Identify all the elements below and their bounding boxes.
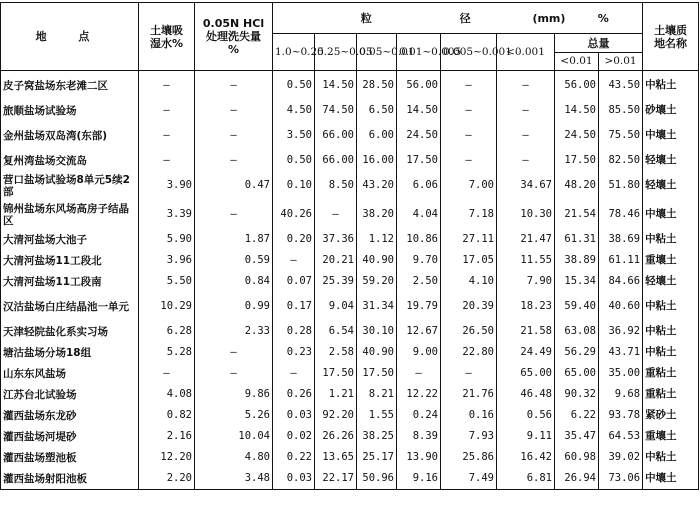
- cell-t1: 38.89: [555, 250, 599, 271]
- table-row: [1, 171, 699, 200]
- cell-moisture: 3.90: [139, 171, 195, 200]
- cell-c1: 0.26: [273, 384, 315, 405]
- cell-soil-type: 中粘土: [643, 447, 699, 468]
- cell-c2: 37.36: [315, 229, 357, 250]
- table-row: [1, 100, 699, 121]
- cell-t1: 56.29: [555, 342, 599, 363]
- cell-c3: 43.20: [357, 171, 397, 200]
- cell-t1: 60.98: [555, 447, 599, 468]
- cell-moisture: 4.08: [139, 384, 195, 405]
- cell-c1: 0.03: [273, 468, 315, 490]
- cell-soil-type: 重粘土: [643, 384, 699, 405]
- cell-c5: —: [441, 363, 497, 384]
- header-c5: 0.005~0.001: [441, 34, 497, 71]
- cell-c1: 4.50: [273, 100, 315, 121]
- cell-soil-type: 重粘土: [643, 363, 699, 384]
- cell-hcl: 0.84: [195, 271, 273, 292]
- cell-c6: —: [497, 150, 555, 171]
- cell-hcl: 0.59: [195, 250, 273, 271]
- cell-c5: —: [441, 71, 497, 101]
- cell-moisture: 5.50: [139, 271, 195, 292]
- cell-c5: 26.50: [441, 321, 497, 342]
- cell-c2: 1.21: [315, 384, 357, 405]
- cell-t2: 36.92: [599, 321, 643, 342]
- table-row: [1, 150, 699, 171]
- cell-site: 山东东风盐场: [1, 363, 139, 384]
- soil-table-document: [0, 2, 698, 490]
- cell-hcl: —: [195, 121, 273, 150]
- cell-c5: 21.76: [441, 384, 497, 405]
- cell-c3: 8.21: [357, 384, 397, 405]
- table-row: [1, 426, 699, 447]
- cell-c2: 2.58: [315, 342, 357, 363]
- cell-t1: 21.54: [555, 200, 599, 229]
- cell-c4: 9.16: [397, 468, 441, 490]
- cell-c2: 74.50: [315, 100, 357, 121]
- cell-site: 灌西盐场河堤砂: [1, 426, 139, 447]
- cell-moisture: 12.20: [139, 447, 195, 468]
- cell-c3: 38.25: [357, 426, 397, 447]
- cell-hcl: 10.04: [195, 426, 273, 447]
- cell-t1: 14.50: [555, 100, 599, 121]
- cell-c6: 7.90: [497, 271, 555, 292]
- header-t2: >0.01: [599, 53, 643, 71]
- cell-c5: 17.05: [441, 250, 497, 271]
- cell-moisture: 5.28: [139, 342, 195, 363]
- cell-c5: 7.00: [441, 171, 497, 200]
- cell-soil-type: 重壤土: [643, 250, 699, 271]
- table-row: [1, 200, 699, 229]
- cell-c4: 9.70: [397, 250, 441, 271]
- cell-c1: 0.20: [273, 229, 315, 250]
- header-t1: <0.01: [555, 53, 599, 71]
- cell-c6: 34.67: [497, 171, 555, 200]
- cell-c6: 65.00: [497, 363, 555, 384]
- table-row: [1, 271, 699, 292]
- cell-c3: 1.12: [357, 229, 397, 250]
- cell-soil-type: 中粘土: [643, 342, 699, 363]
- cell-c3: 40.90: [357, 250, 397, 271]
- cell-t2: 43.50: [599, 71, 643, 101]
- header-location: 地 点: [1, 3, 139, 71]
- cell-c2: 6.54: [315, 321, 357, 342]
- cell-t1: 26.94: [555, 468, 599, 490]
- table-row: [1, 292, 699, 321]
- cell-soil-type: 轻壤土: [643, 150, 699, 171]
- cell-c1: 0.02: [273, 426, 315, 447]
- cell-c6: 21.47: [497, 229, 555, 250]
- cell-t2: 9.68: [599, 384, 643, 405]
- header-c3: 0.05~0.01: [357, 34, 397, 71]
- cell-hcl: —: [195, 342, 273, 363]
- cell-c3: 50.96: [357, 468, 397, 490]
- table-row: [1, 384, 699, 405]
- cell-site: 锦州盐场东风场高房子结晶区: [1, 200, 139, 229]
- table-row: [1, 468, 699, 490]
- cell-c4: 4.04: [397, 200, 441, 229]
- cell-c3: 17.50: [357, 363, 397, 384]
- cell-c5: 7.18: [441, 200, 497, 229]
- cell-site: 营口盐场试验场8单元5续2部: [1, 171, 139, 200]
- cell-c3: 28.50: [357, 71, 397, 101]
- cell-soil-type: 中粘土: [643, 229, 699, 250]
- cell-soil-type: 中粘土: [643, 321, 699, 342]
- cell-t2: 51.80: [599, 171, 643, 200]
- cell-c6: —: [497, 100, 555, 121]
- table-row: [1, 405, 699, 426]
- cell-soil-type: 紧砂土: [643, 405, 699, 426]
- cell-c6: 6.81: [497, 468, 555, 490]
- cell-hcl: —: [195, 200, 273, 229]
- cell-c5: 0.16: [441, 405, 497, 426]
- cell-site: 大清河盐场大池子: [1, 229, 139, 250]
- cell-c4: 56.00: [397, 71, 441, 101]
- cell-c2: 92.20: [315, 405, 357, 426]
- table-body: [1, 71, 699, 490]
- cell-site: 塘沽盐场分场18组: [1, 342, 139, 363]
- cell-c6: —: [497, 71, 555, 101]
- cell-c5: —: [441, 100, 497, 121]
- cell-c4: 24.50: [397, 121, 441, 150]
- table-row: [1, 71, 699, 101]
- cell-hcl: 5.26: [195, 405, 273, 426]
- cell-c4: 2.50: [397, 271, 441, 292]
- cell-soil-type: 中壤土: [643, 200, 699, 229]
- cell-moisture: —: [139, 71, 195, 101]
- cell-t2: 61.11: [599, 250, 643, 271]
- cell-c1: 0.28: [273, 321, 315, 342]
- cell-moisture: 5.90: [139, 229, 195, 250]
- cell-c4: 8.39: [397, 426, 441, 447]
- header-c2: 0.25~0.05: [315, 34, 357, 71]
- cell-soil-type: 中粘土: [643, 71, 699, 101]
- cell-site: 复州湾盐场交流岛: [1, 150, 139, 171]
- cell-hcl: —: [195, 71, 273, 101]
- cell-c1: 40.26: [273, 200, 315, 229]
- table-header: [1, 3, 699, 71]
- cell-c2: 20.21: [315, 250, 357, 271]
- cell-t1: 6.22: [555, 405, 599, 426]
- cell-t2: 39.02: [599, 447, 643, 468]
- cell-t1: 24.50: [555, 121, 599, 150]
- cell-c5: 25.86: [441, 447, 497, 468]
- table-row: [1, 447, 699, 468]
- cell-t2: 73.06: [599, 468, 643, 490]
- header-soil-type: 土壤质 地名称: [643, 3, 699, 71]
- cell-t1: 63.08: [555, 321, 599, 342]
- cell-c4: 19.79: [397, 292, 441, 321]
- cell-t2: 82.50: [599, 150, 643, 171]
- cell-c3: 6.50: [357, 100, 397, 121]
- cell-site: 灌西盐场塑池板: [1, 447, 139, 468]
- cell-t1: 90.32: [555, 384, 599, 405]
- cell-c1: 0.23: [273, 342, 315, 363]
- header-c4: 0.01~0.005: [397, 34, 441, 71]
- cell-t2: 85.50: [599, 100, 643, 121]
- cell-site: 灌西盐场射阳池板: [1, 468, 139, 490]
- cell-moisture: 3.96: [139, 250, 195, 271]
- cell-t2: 84.66: [599, 271, 643, 292]
- cell-site: 大清河盐场11工段南: [1, 271, 139, 292]
- cell-soil-type: 中粘土: [643, 292, 699, 321]
- cell-soil-type: 重壤土: [643, 426, 699, 447]
- cell-t1: 61.31: [555, 229, 599, 250]
- header-moisture: 土壤吸 湿水%: [139, 3, 195, 71]
- cell-c2: 22.17: [315, 468, 357, 490]
- cell-c6: 10.30: [497, 200, 555, 229]
- cell-c1: —: [273, 363, 315, 384]
- cell-c6: 16.42: [497, 447, 555, 468]
- cell-c5: 22.80: [441, 342, 497, 363]
- table-row: [1, 321, 699, 342]
- header-total: 总量: [555, 34, 643, 53]
- cell-c5: 4.10: [441, 271, 497, 292]
- cell-c1: 0.50: [273, 150, 315, 171]
- cell-c6: 21.58: [497, 321, 555, 342]
- cell-c4: 10.86: [397, 229, 441, 250]
- cell-c2: 66.00: [315, 121, 357, 150]
- cell-hcl: —: [195, 100, 273, 121]
- cell-c4: —: [397, 363, 441, 384]
- cell-site: 灌西盐场东龙砂: [1, 405, 139, 426]
- cell-c2: 13.65: [315, 447, 357, 468]
- cell-moisture: 0.82: [139, 405, 195, 426]
- cell-c5: 7.49: [441, 468, 497, 490]
- cell-t2: 78.46: [599, 200, 643, 229]
- header-c6: <0.001: [497, 34, 555, 71]
- cell-site: 江苏台北试验场: [1, 384, 139, 405]
- cell-c4: 14.50: [397, 100, 441, 121]
- header-grain-size: 粒 径 (mm) %: [273, 3, 643, 34]
- cell-c6: 24.49: [497, 342, 555, 363]
- cell-site: 大清河盐场11工段北: [1, 250, 139, 271]
- cell-hcl: 3.48: [195, 468, 273, 490]
- cell-moisture: 3.39: [139, 200, 195, 229]
- cell-c1: 0.50: [273, 71, 315, 101]
- cell-site: 旅顺盐场试验场: [1, 100, 139, 121]
- cell-site: 金州盐场双岛湾(东部): [1, 121, 139, 150]
- cell-site: 天津轻院盐化系实习场: [1, 321, 139, 342]
- table-row: [1, 121, 699, 150]
- cell-c4: 0.24: [397, 405, 441, 426]
- cell-t2: 38.69: [599, 229, 643, 250]
- cell-c2: 17.50: [315, 363, 357, 384]
- cell-soil-type: 中壤土: [643, 121, 699, 150]
- cell-hcl: 4.80: [195, 447, 273, 468]
- cell-moisture: —: [139, 100, 195, 121]
- cell-t2: 75.50: [599, 121, 643, 150]
- cell-c1: 0.07: [273, 271, 315, 292]
- cell-c2: 25.39: [315, 271, 357, 292]
- cell-hcl: 0.99: [195, 292, 273, 321]
- cell-t2: 93.78: [599, 405, 643, 426]
- header-hcl-loss: 0.05N HCl 处理洗失量 %: [195, 3, 273, 71]
- cell-c3: 25.17: [357, 447, 397, 468]
- table-row: [1, 250, 699, 271]
- cell-c3: 30.10: [357, 321, 397, 342]
- table-row: [1, 229, 699, 250]
- cell-c1: —: [273, 250, 315, 271]
- cell-c2: 66.00: [315, 150, 357, 171]
- cell-hcl: 1.87: [195, 229, 273, 250]
- cell-t1: 59.40: [555, 292, 599, 321]
- cell-c5: 27.11: [441, 229, 497, 250]
- cell-moisture: 2.16: [139, 426, 195, 447]
- cell-c5: —: [441, 121, 497, 150]
- cell-moisture: —: [139, 121, 195, 150]
- cell-c3: 38.20: [357, 200, 397, 229]
- cell-c4: 6.06: [397, 171, 441, 200]
- cell-c6: 18.23: [497, 292, 555, 321]
- cell-c2: 26.26: [315, 426, 357, 447]
- cell-c1: 0.03: [273, 405, 315, 426]
- cell-c5: 7.93: [441, 426, 497, 447]
- cell-hcl: 9.86: [195, 384, 273, 405]
- cell-c4: 17.50: [397, 150, 441, 171]
- cell-c6: 9.11: [497, 426, 555, 447]
- cell-c3: 16.00: [357, 150, 397, 171]
- cell-c6: 0.56: [497, 405, 555, 426]
- cell-c4: 9.00: [397, 342, 441, 363]
- table-row: [1, 342, 699, 363]
- cell-moisture: —: [139, 150, 195, 171]
- cell-hcl: —: [195, 150, 273, 171]
- cell-soil-type: 砂壤土: [643, 100, 699, 121]
- cell-t1: 65.00: [555, 363, 599, 384]
- cell-c1: 0.10: [273, 171, 315, 200]
- cell-c5: 20.39: [441, 292, 497, 321]
- cell-c6: 46.48: [497, 384, 555, 405]
- cell-hcl: 0.47: [195, 171, 273, 200]
- cell-soil-type: 轻壤土: [643, 171, 699, 200]
- cell-moisture: —: [139, 363, 195, 384]
- cell-c2: —: [315, 200, 357, 229]
- cell-c3: 31.34: [357, 292, 397, 321]
- cell-soil-type: 中壤土: [643, 468, 699, 490]
- table-row: [1, 363, 699, 384]
- cell-c1: 3.50: [273, 121, 315, 150]
- cell-c5: —: [441, 150, 497, 171]
- cell-c6: 11.55: [497, 250, 555, 271]
- soil-analysis-table: [0, 2, 699, 490]
- cell-t2: 35.00: [599, 363, 643, 384]
- cell-c3: 6.00: [357, 121, 397, 150]
- cell-soil-type: 轻壤土: [643, 271, 699, 292]
- cell-moisture: 6.28: [139, 321, 195, 342]
- cell-hcl: 2.33: [195, 321, 273, 342]
- cell-c3: 59.20: [357, 271, 397, 292]
- cell-t1: 48.20: [555, 171, 599, 200]
- cell-c4: 12.67: [397, 321, 441, 342]
- cell-site: 汉沽盐场白庄结晶池一单元: [1, 292, 139, 321]
- cell-t1: 56.00: [555, 71, 599, 101]
- cell-t2: 64.53: [599, 426, 643, 447]
- cell-c1: 0.17: [273, 292, 315, 321]
- cell-c3: 1.55: [357, 405, 397, 426]
- cell-c4: 12.22: [397, 384, 441, 405]
- cell-moisture: 10.29: [139, 292, 195, 321]
- cell-c2: 8.50: [315, 171, 357, 200]
- cell-t2: 43.71: [599, 342, 643, 363]
- cell-t1: 17.50: [555, 150, 599, 171]
- cell-c2: 14.50: [315, 71, 357, 101]
- cell-moisture: 2.20: [139, 468, 195, 490]
- cell-c4: 13.90: [397, 447, 441, 468]
- header-c1: 1.0~0.25: [273, 34, 315, 71]
- cell-c1: 0.22: [273, 447, 315, 468]
- cell-site: 皮子窝盐场东老滩二区: [1, 71, 139, 101]
- cell-c6: —: [497, 121, 555, 150]
- cell-c2: 9.04: [315, 292, 357, 321]
- cell-t1: 15.34: [555, 271, 599, 292]
- cell-t1: 35.47: [555, 426, 599, 447]
- cell-hcl: —: [195, 363, 273, 384]
- cell-c3: 40.90: [357, 342, 397, 363]
- cell-t2: 40.60: [599, 292, 643, 321]
